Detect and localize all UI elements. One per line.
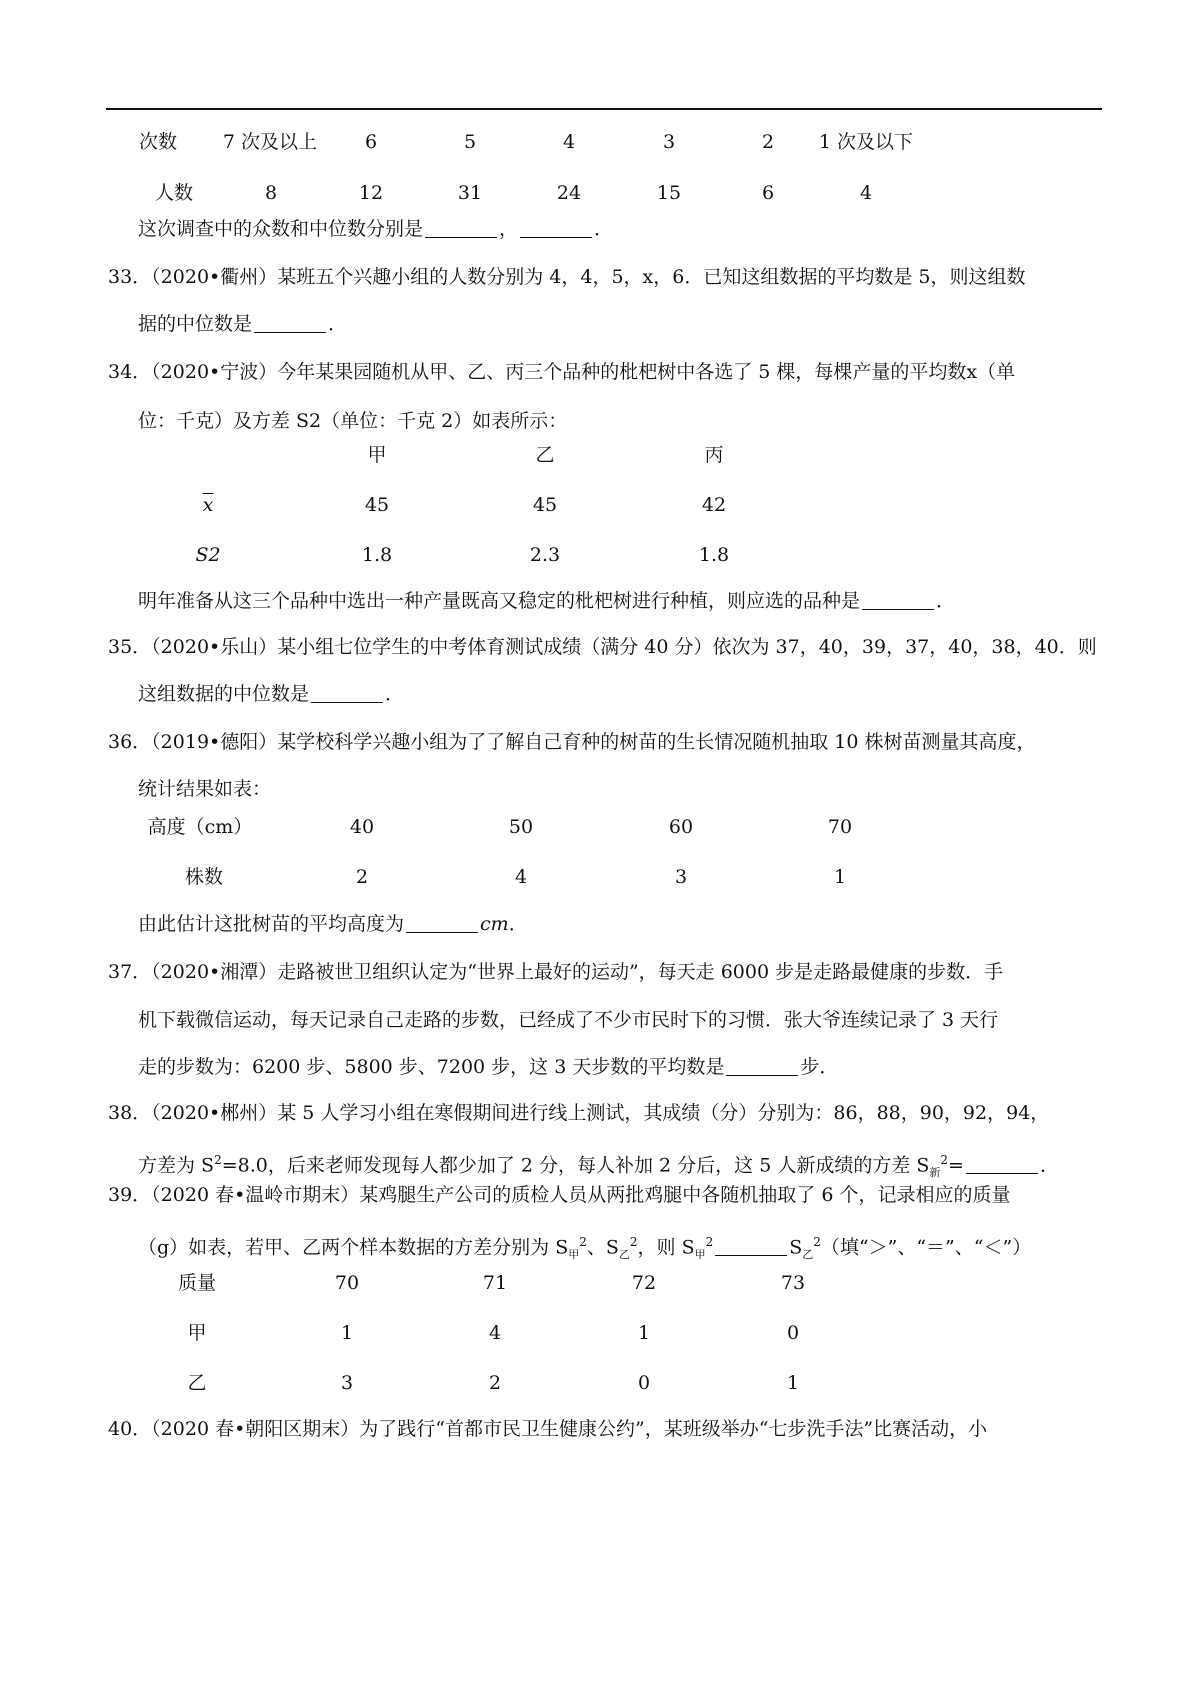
table-cell: 6 bbox=[364, 131, 378, 153]
table-cell: 60 bbox=[668, 816, 694, 838]
q34-line2: 位：千克）及方差 S2（单位：千克 2）如表所示： bbox=[138, 410, 568, 432]
period: ． bbox=[328, 313, 348, 335]
q35-line1: 35．（2020•乐山）某小组七位学生的中考体育测试成绩（满分 40 分）依次为 37，40，39，37，40，38，40．则 bbox=[108, 636, 1097, 658]
table-cell: 0 bbox=[637, 1372, 651, 1394]
table-cell: 71 bbox=[482, 1272, 508, 1294]
q37-text: 走的步数为：6200 步、5800 步、7200 步，这 3 天步数的平均数是 bbox=[138, 1056, 725, 1078]
table-cell: 1 bbox=[833, 866, 847, 888]
table-cell: 40 bbox=[349, 816, 375, 838]
table-cell: 70 bbox=[827, 816, 853, 838]
subscript: 新 bbox=[929, 1166, 941, 1180]
table-cell: 2.3 bbox=[529, 544, 561, 566]
q33-line2 bbox=[138, 312, 347, 336]
period: ． bbox=[508, 913, 528, 935]
table-header: 乙 bbox=[535, 444, 555, 466]
table-cell: 3 bbox=[674, 866, 688, 888]
q32-answer-line bbox=[138, 217, 613, 241]
table-cell: 1.8 bbox=[698, 544, 730, 566]
answer-blank[interactable] bbox=[726, 1057, 798, 1076]
period: ． bbox=[1039, 1154, 1059, 1177]
table-cell: 70 bbox=[334, 1272, 360, 1294]
table-cell: 3 bbox=[340, 1372, 354, 1394]
table-cell: 31 bbox=[457, 182, 483, 204]
q39-line2: （g）如表，若甲、乙两个样本数据的方差分别为 $S_甲^2$、$S_乙^2$，则 $S_甲^2$ $S_乙^2$（填“＞”、“＝”、“＜”） bbox=[138, 1235, 1032, 1262]
table-cell: 50 bbox=[508, 816, 534, 838]
subscript: 甲 bbox=[694, 1248, 706, 1262]
table-cell: 1 bbox=[340, 1322, 354, 1344]
equals: = bbox=[948, 1154, 964, 1177]
q38-line2: 方差为 $S^2=8.0$，后来老师发现每人都少加了 2 分，每人补加 2 分后，这 5 人新成绩的方差 $S_新^2=$ ． bbox=[138, 1153, 1059, 1180]
q35-line2 bbox=[138, 682, 404, 706]
table-cell: 1 次及以下 bbox=[818, 131, 914, 153]
table-cell: 0 bbox=[786, 1322, 800, 1344]
table-cell: 8 bbox=[264, 182, 278, 204]
q34-text: 明年准备从这三个品种中选出一种产量既高又稳定的枇杷树进行种植，则应选的品种是 bbox=[138, 590, 861, 612]
subscript: 甲 bbox=[568, 1248, 580, 1262]
unit: cm bbox=[480, 913, 509, 935]
table-cell: 12 bbox=[358, 182, 384, 204]
table-cell: 7 次及以上 bbox=[222, 131, 318, 153]
q33-line1: 33．（2020•衢州）某班五个兴趣小组的人数分别为 4，4，5，x，6．已知这组数据的平均数是 5，则这组数 bbox=[108, 266, 1026, 288]
q39-text: （g）如表，若甲、乙两个样本数据的方差分别为 S bbox=[138, 1236, 569, 1259]
q37-line1: 37．（2020•湘潭）走路被世卫组织认定为“世界上最好的运动”，每天走 6000 步是走路最健康的步数．手 bbox=[108, 961, 1004, 983]
header-rule bbox=[106, 108, 1102, 110]
answer-blank[interactable] bbox=[254, 314, 326, 333]
q36-line2: 统计结果如表： bbox=[138, 778, 272, 800]
table-cell: 2 bbox=[355, 866, 369, 888]
table-header: 甲 bbox=[367, 444, 387, 466]
q37-line2: 机下载微信运动，每天记录自己走路的步数，已经成了不少市民时下的习惯．张大爷连续记录了 3 天行 bbox=[138, 1009, 999, 1031]
period: ． bbox=[936, 590, 956, 612]
table-cell: 株数 bbox=[184, 866, 224, 888]
answer-blank[interactable] bbox=[520, 219, 592, 238]
table-cell: 2 bbox=[761, 131, 775, 153]
table-cell: 3 bbox=[662, 131, 676, 153]
q38-text: =8.0，后来老师发现每人都少加了 2 分，每人补加 2 分后，这 5 人新成绩的方差 S bbox=[221, 1154, 930, 1177]
q33-text: 据的中位数是 bbox=[138, 313, 253, 335]
q37-line3 bbox=[138, 1055, 838, 1079]
answer-blank[interactable] bbox=[966, 1155, 1038, 1174]
q39-line1: 39．（2020 春•温岭市期末）某鸡腿生产公司的质检人员从两批鸡腿中各随机抽取了 6 个，记录相应的质量 bbox=[108, 1184, 1011, 1206]
q35-text: 这组数据的中位数是 bbox=[138, 683, 310, 705]
period: ． bbox=[594, 218, 614, 240]
q34-line3 bbox=[138, 589, 955, 613]
answer-blank[interactable] bbox=[425, 219, 497, 238]
q36-line3 bbox=[138, 912, 528, 936]
table-cell: 24 bbox=[556, 182, 582, 204]
unit-step: 步． bbox=[800, 1056, 839, 1078]
separator: ， bbox=[499, 218, 519, 240]
q38-line1: 38．（2020•郴州）某 5 人学习小组在寒假期间进行线上测试，其成绩（分）分别为：86，88，90，92，94， bbox=[108, 1102, 1050, 1124]
table-cell: 1 bbox=[637, 1322, 651, 1344]
table-cell: 45 bbox=[532, 494, 558, 516]
answer-blank[interactable] bbox=[715, 1237, 787, 1256]
period: ． bbox=[385, 683, 405, 705]
q32-text: 这次调查中的众数和中位数分别是 bbox=[138, 218, 424, 240]
table-cell: 1 bbox=[786, 1372, 800, 1394]
table-cell: 2 bbox=[488, 1372, 502, 1394]
table-cell: 5 bbox=[463, 131, 477, 153]
row-label-mean: $\overline{x}$ bbox=[202, 494, 214, 516]
q39-text: 、S bbox=[586, 1236, 619, 1259]
table-cell: 73 bbox=[780, 1272, 806, 1294]
table-cell: 甲 bbox=[187, 1322, 207, 1344]
table-cell: 15 bbox=[656, 182, 682, 204]
answer-blank[interactable] bbox=[862, 591, 934, 610]
q38-text: 方差为 S bbox=[138, 1154, 215, 1177]
answer-blank[interactable] bbox=[406, 914, 478, 933]
table-cell: 4 bbox=[514, 866, 528, 888]
q39-text: （填“＞”、“＝”、“＜”） bbox=[820, 1236, 1032, 1259]
table-cell: 72 bbox=[631, 1272, 657, 1294]
table-cell: 4 bbox=[488, 1322, 502, 1344]
q39-text: ，则 S bbox=[637, 1236, 695, 1259]
q36-text: 由此估计这批树苗的平均高度为 bbox=[138, 913, 405, 935]
q36-line1: 36．（2019•德阳）某学校科学兴趣小组为了了解自己育种的树苗的生长情况随机抽取 10 株树苗测量其高度， bbox=[108, 731, 1036, 753]
q39-text: S bbox=[789, 1236, 803, 1259]
table-cell: 次数 bbox=[138, 131, 178, 153]
table-cell: 质量 bbox=[177, 1272, 217, 1294]
table-cell: 乙 bbox=[187, 1372, 207, 1394]
table-cell: 高度（cm） bbox=[147, 816, 253, 838]
table-cell: 42 bbox=[701, 494, 727, 516]
table-cell: 45 bbox=[364, 494, 390, 516]
table-header: 丙 bbox=[704, 444, 724, 466]
q40-line1: 40．（2020 春•朝阳区期末）为了践行“首都市民卫生健康公约”，某班级举办“七步洗手法”比赛活动，小 bbox=[108, 1418, 988, 1440]
table-cell: 6 bbox=[761, 182, 775, 204]
table-cell: 4 bbox=[859, 182, 873, 204]
subscript: 乙 bbox=[802, 1248, 814, 1262]
table-cell: 1.8 bbox=[361, 544, 393, 566]
q34-line1: 34．（2020•宁波）今年某果园随机从甲、乙、丙三个品种的枇杷树中各选了 5 棵，每棵产量的平均数x（单 bbox=[108, 361, 1016, 383]
table-cell: 人数 bbox=[154, 182, 194, 204]
table-cell: 4 bbox=[562, 131, 576, 153]
row-label-variance: S2 bbox=[195, 544, 221, 566]
answer-blank[interactable] bbox=[311, 684, 383, 703]
subscript: 乙 bbox=[618, 1248, 630, 1262]
